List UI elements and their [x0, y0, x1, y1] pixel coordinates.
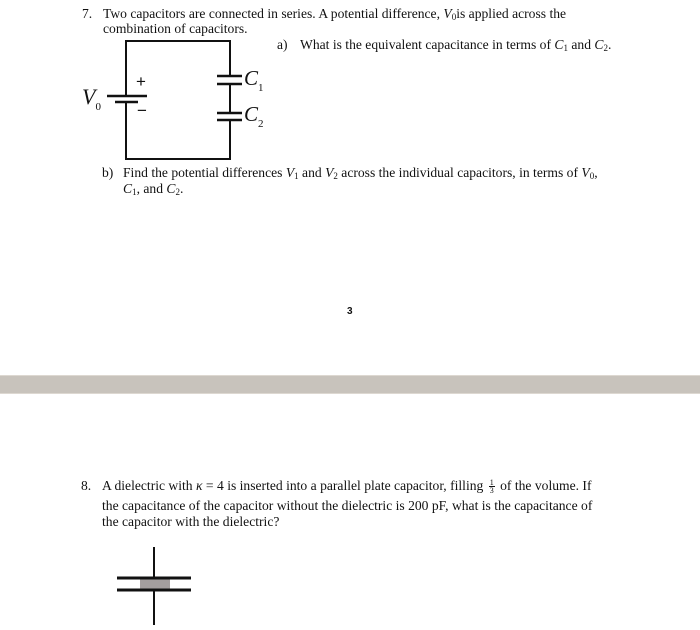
text: . [608, 37, 612, 52]
sub: 0 [589, 171, 595, 181]
sub: 2 [333, 171, 338, 181]
q7-text: Two capacitors are connected in series. A potential difference, [103, 6, 444, 21]
page-separator [0, 375, 700, 394]
sub: 2 [175, 187, 180, 197]
part-b-line1 [123, 165, 598, 181]
question-8-line2: the capacitance of the capacitor without the dielectric is 200 pF, what is the capacitance of [102, 498, 593, 513]
v-label: V [82, 84, 96, 109]
var-v0: V [581, 165, 590, 180]
text: across the individual capacitors, in terms of [337, 165, 582, 180]
sub: 1 [563, 43, 568, 53]
c1-label [244, 66, 264, 94]
numerator: 1 [489, 478, 494, 488]
question-7-line2: combination of capacitors. [103, 21, 248, 36]
sub: 1 [294, 171, 299, 181]
text: and [567, 37, 595, 52]
text: of the volume. If [496, 478, 592, 493]
sub: 0 [451, 12, 457, 22]
var-v0: V [443, 6, 452, 21]
part-b-label: b) [102, 165, 114, 180]
text: Find the potential differences [123, 165, 286, 180]
var-c1: C [554, 37, 564, 52]
text: , and [136, 181, 167, 196]
c-label: C [244, 102, 259, 126]
text: A dielectric with [102, 478, 196, 493]
dielectric-slab [140, 579, 170, 590]
question-8-line3: the capacitor with the dielectric? [102, 514, 280, 529]
part-b-line2 [123, 181, 183, 197]
text: = 4 is inserted into a parallel plate capacitor, filling [202, 478, 487, 493]
c2-label [244, 102, 264, 130]
part-a-label: a) [277, 37, 288, 52]
question-8-line1 [102, 478, 591, 494]
plus-sign: + [136, 72, 146, 91]
var-c2: C [166, 181, 176, 196]
question-7-number: 7. [82, 6, 93, 21]
text: What is the equivalent capacitance in terms of [300, 37, 555, 52]
kappa-symbol: κ [196, 478, 203, 493]
source-label [82, 84, 101, 113]
var-v1: V [285, 165, 295, 180]
fraction-one-third [489, 479, 495, 494]
minus-sign: − [137, 101, 147, 120]
c-label: C [244, 66, 259, 90]
text: and [298, 165, 326, 180]
dielectric-capacitor-diagram [117, 547, 191, 625]
page-number: 3 [347, 306, 353, 317]
text: . [179, 181, 184, 196]
question-8-number: 8. [81, 478, 92, 493]
sub: 1 [132, 187, 137, 197]
sub: 2 [603, 43, 608, 53]
var-c2: C [594, 37, 604, 52]
c-sub: 1 [258, 82, 264, 94]
q7-text: is applied across the [456, 6, 567, 21]
text: , [594, 165, 598, 180]
v-sub: 0 [95, 101, 101, 113]
var-v2: V [325, 165, 334, 180]
denominator: 3 [489, 486, 494, 496]
var-c1: C [123, 181, 133, 196]
c-sub: 2 [258, 118, 264, 130]
